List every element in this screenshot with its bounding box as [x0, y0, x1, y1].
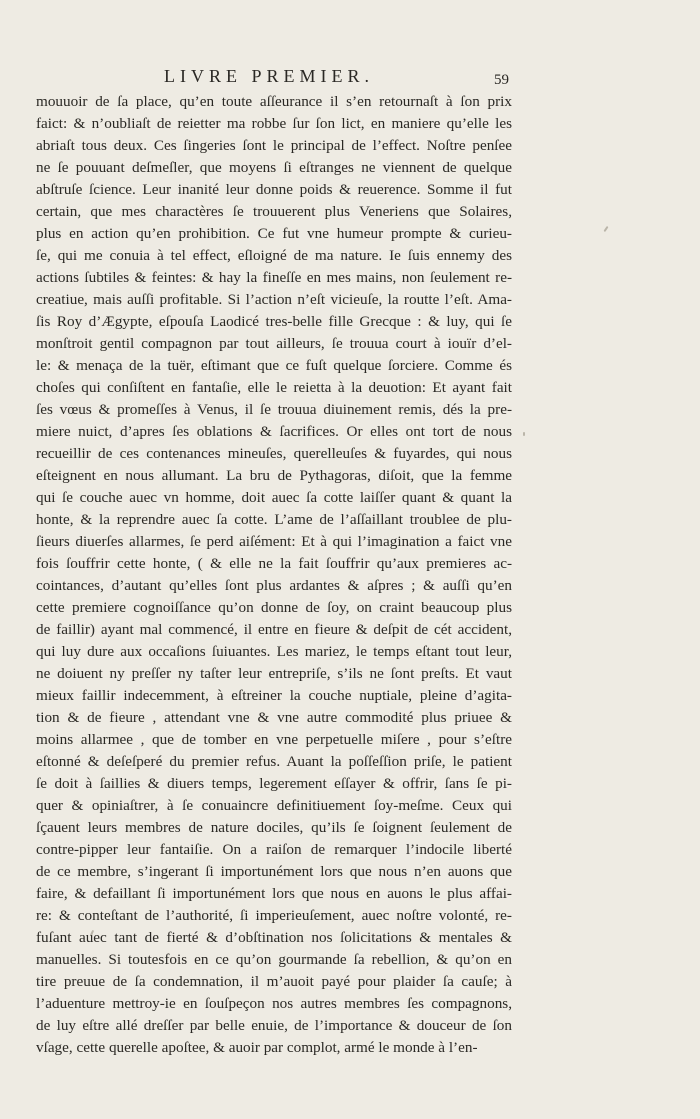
text-line: miere nuict, d’apres ſes oblations & ſacrifices. Or elles ont tort de nous	[36, 423, 512, 440]
text-line: eſteignent en nous allumant. La bru de Pythagoras, diſoit, que la femme	[36, 467, 512, 484]
text-line: ſçauent leurs membres de nature dociles, qu’ils ſe ſoignent ſeulement de	[36, 819, 512, 836]
text-line: honte, & la reprendre auec ſa cotte. L’ame de l’aſſaillant troublee de plu-	[36, 511, 512, 528]
running-title: LIVRE PREMIER.	[164, 66, 375, 86]
text-line: monſtroit gentil compagnon par tout ailleurs, ſe trouua court à iouïr d’el-	[36, 335, 512, 352]
paper-mark	[523, 432, 525, 436]
text-line: recueillir de ces contenances mineuſes, querelleuſes & fuyardes, qui nous	[36, 445, 512, 462]
text-line: tire preuue de ſa condemnation, il m’auoit payé pour plaider ſa cauſe; à	[36, 973, 512, 990]
text-line: abriaſt tous deux. Ces ſingeries ſont le principal de l’effect. Noſtre penſee	[36, 137, 512, 154]
text-line: ſieurs diuerſes allarmes, ſe perd aiſément: Et à qui l’imagination a faict vne	[36, 533, 512, 550]
text-line: ne doiuent ny preſſer ny taſter leur entrepriſe, s’ils ne ſont preſts. Et vaut	[36, 665, 512, 682]
text-line: ſe doit à ſaillies & diuers temps, legerement eſſayer & offrir, ſans ſe pi-	[36, 775, 512, 792]
text-line: mieux faillir indecemment, à eſtreiner la couche nuptiale, pleine d’agita-	[36, 687, 512, 704]
text-line: cette premiere cognoiſſance qu’on donne de ſoy, on craint beaucoup plus	[36, 599, 512, 616]
text-line: plus en action qu’en prohibition. Ce fut vne humeur prompte & curieu-	[36, 225, 512, 242]
text-line: eſtonné & deſeſperé du premier refus. Auant la poſſeſſion priſe, le patient	[36, 753, 512, 770]
text-line: abſtruſe ſcience. Leur inanité leur donne poids & reuerence. Somme il fut	[36, 181, 512, 198]
paper-mark	[603, 226, 608, 232]
text-line: fuſant auec tant de fierté & d’obſtination nos ſolicitations & mentales &	[36, 929, 512, 946]
page-number: 59	[494, 72, 509, 88]
text-line: ſe, qui me conuia à tel effect, eſloigné de ma nature. Ie ſuis ennemy des	[36, 247, 512, 264]
text-line: choſes qui conſiſtent en fantaſie, elle le reietta à la deuotion: Et ayant fait	[36, 379, 512, 396]
text-line: tion & de fieure , attendant vne & vne autre commodité plus priuee &	[36, 709, 512, 726]
text-line: qui luy dure aux occaſions ſuiuantes. Les mariez, le temps eſtant tout leur,	[36, 643, 512, 660]
body-text	[36, 91, 512, 1059]
text-line: creatiue, mais auſſi profitable. Si l’action n’eſt vicieuſe, la routte l’eſt. Ama-	[36, 291, 512, 308]
text-line: actions ſubtiles & feintes: & hay la fineſſe en mes mains, non ſeulement re-	[36, 269, 512, 286]
text-line: ne ſe pouuant deſmeſler, que moyens ſi eſtranges ne viennent de quelque	[36, 159, 512, 176]
text-line: re: & conteſtant de l’authorité, ſi imperieuſement, auec noſtre volonté, re-	[36, 907, 512, 924]
text-line: faict: & n’oubliaſt de reietter ma robbe ſur ſon lict, en maniere qu’elle les	[36, 115, 512, 132]
text-line: de faillir) ayant mal commencé, il entre en fieure & deſpit de cét accident,	[36, 621, 512, 638]
text-line: l’aduenture mettroy-ie en ſouſpeçon nos autres membres ſes compagnons,	[36, 995, 512, 1012]
text-line: ſes vœus & promeſſes à Venus, il ſe trouua diuinement remis, dés la pre-	[36, 401, 512, 418]
text-line: quer & opiniaſtrer, à ſe conuaincre definitiuement ſoy-meſme. Ceux qui	[36, 797, 512, 814]
text-line: contre-pipper leur fantaiſie. On a raiſon de remarquer l’indocile liberté	[36, 841, 512, 858]
text-line: qui ſe couche auec vn homme, doit auec ſa cotte laiſſer quant & quant la	[36, 489, 512, 506]
text-line: le: & menaça de la tuër, eſtimant que ce fuſt quelque ſorciere. Comme és	[36, 357, 512, 374]
text-line: vſage, cette querelle apoſtee, & auoir par complot, armé le monde à l’en-	[36, 1039, 478, 1056]
text-line: mouuoir de ſa place, qu’en toute aſſeurance il s’en retournaſt à ſon prix	[36, 93, 512, 110]
text-line: faire, & defaillant ſi importunément lors que nous en auons le plus affai-	[36, 885, 512, 902]
text-line: cointances, d’autant qu’elles ſont plus ardantes & aſpres ; & auſſi qu’en	[36, 577, 512, 594]
text-line: fois ſouffrir cette honte, ( & elle ne la fait ſouffrir qu’aux premieres ac-	[36, 555, 512, 572]
text-line: certain, que mes charactères ſe trouuerent plus Veneriens que Solaires,	[36, 203, 512, 220]
text-line: moins allarmee , que de tomber en vne perpetuelle miſere , pour s’eſtre	[36, 731, 512, 748]
text-line: ſis Roy d’Ægypte, eſpouſa Laodicé tres-belle fille Grecque : & luy, qui ſe	[36, 313, 512, 330]
text-line: de ce membre, s’ingerant ſi importunément lors que nous n’en auons que	[36, 863, 512, 880]
text-line: manuelles. Si toutesfois en ce qu’on gourmande ſa rebellion, & qu’on en	[36, 951, 512, 968]
text-line: de luy eſtre allé dreſſer par belle enuie, de l’importance & douceur de ſon	[36, 1017, 512, 1034]
